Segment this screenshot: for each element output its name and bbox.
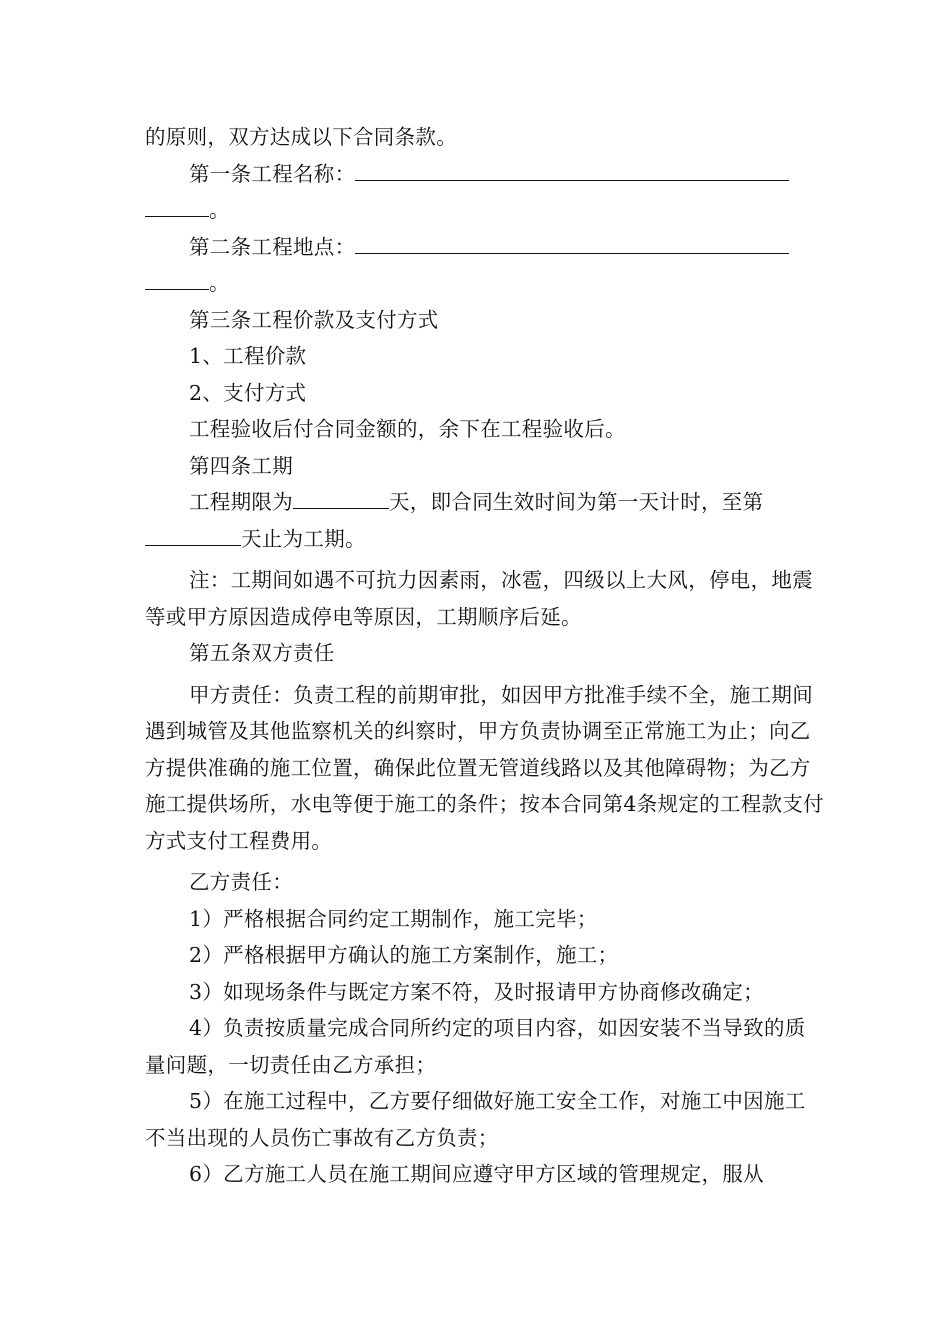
- article-3-title: 第三条工程价款及支付方式: [189, 307, 439, 332]
- period-pre: 工程期限为: [189, 490, 293, 514]
- project-name-blank: [355, 179, 789, 181]
- article-1-project-name: [145, 156, 825, 193]
- party-b-item-4: 4）负责按质量完成合同所约定的项目内容，如因安装不当导致的质量问题，一切责任由乙方承担；: [145, 1016, 806, 1077]
- period-post: 天止为工期。: [241, 526, 366, 551]
- party-a-responsibility: 甲方责任：负责工程的前期审批，如因甲方批准手续不全，施工期间遇到城管及其他监察机关的纠察时，甲方负责协调至正常施工为止；向乙方提供准确的施工位置，确保此位置无管道线路以及其他障碍物；为乙方施工提供场所，水电等便于施工的条件；按本合同第4条规定的工程款支付方式支付工程费用。: [145, 682, 824, 853]
- article-3-item-2: 2、支付方式: [189, 380, 307, 405]
- article-1-continuation: [145, 192, 825, 229]
- party-b-item-1: 1）严格根据合同约定工期制作，施工完毕；: [189, 906, 598, 931]
- party-b-item-2: 2）严格根据甲方确认的施工方案制作，施工；: [189, 943, 619, 967]
- project-location-blank-cont: [145, 288, 209, 290]
- article-4-title: 第四条工期: [189, 453, 293, 478]
- article-4-note: 注：工期间如遇不可抗力因素雨，冰雹，四级以上大风，停电，地震等或甲方原因造成停电等原因，工期顺序后延。: [145, 568, 813, 629]
- article-1-label: 第一条工程名称：: [189, 161, 356, 186]
- period-end-day-blank: [145, 544, 241, 546]
- article-2-label: 第二条工程地点：: [189, 234, 356, 259]
- article-4-period: [145, 484, 825, 521]
- article-3-payment-text: 工程验收后付合同金额的，余下在工程验收后。: [189, 417, 626, 441]
- project-location-blank: [355, 252, 789, 254]
- article-4-period-cont: [145, 521, 825, 558]
- project-name-blank-cont: [145, 215, 209, 217]
- party-b-item-5: 5）在施工过程中，乙方要仔细做好施工安全工作，对施工中因施工不当出现的人员伤亡事故有乙方负责；: [145, 1089, 806, 1150]
- article-5-title: 第五条双方责任: [189, 641, 335, 665]
- period-mid: 天，即合同生效时间为第一天计时，至第: [389, 490, 764, 514]
- contract-body: [145, 119, 825, 1193]
- intro-line: 的原则，双方达成以下合同条款。: [145, 125, 457, 149]
- article-2-project-location: [145, 229, 825, 266]
- article-3-item-1: 1、工程价款: [189, 344, 307, 368]
- party-b-title: 乙方责任：: [189, 870, 293, 894]
- party-b-item-6: 6）乙方施工人员在施工期间应遵守甲方区域的管理规定，服从: [189, 1162, 764, 1186]
- article-2-end: 。: [209, 271, 230, 295]
- period-days-blank: [293, 507, 389, 509]
- party-b-item-3: 3）如现场条件与既定方案不符，及时报请甲方协商修改确定；: [189, 979, 764, 1004]
- article-1-end: 。: [209, 198, 230, 222]
- article-2-continuation: [145, 265, 825, 302]
